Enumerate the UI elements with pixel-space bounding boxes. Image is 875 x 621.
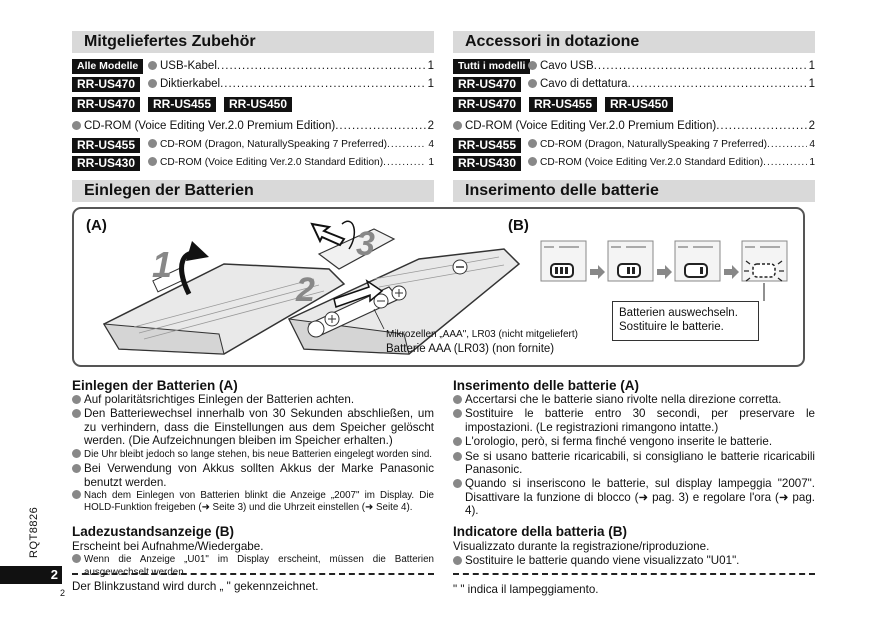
battery-indicator-sequence (541, 241, 787, 301)
it-tag-rr-us455: RR-US455 (453, 138, 521, 153)
it-tag-rr-us430: RR-US430 (453, 156, 521, 171)
bullet-icon (528, 79, 537, 88)
page-number: 2 (50, 567, 58, 582)
bullet-icon (72, 554, 81, 563)
replace-text-de: Batterien auswechseln. (619, 307, 738, 319)
de-tag-rr-us430: RR-US430 (72, 156, 140, 171)
it-insert-bullets: Accertarsi che le batterie siano rivolte nella direzione corretta. Sostituire le batterie entro 30 secondi, per preservare le impostazioni. (Le registrazioni rimangono intatte.) L'orologio, però, si ferma finché vengono inserite le batterie. Se si usano batterie ricaricabili, si consigliano le batterie ricaricabili Panasonic. Quando si inseriscono le batterie, sul display lampeggia "2007". Disattivare la funzione di blocco (➜ pag. 3) e regolare l'ora (➜ pag. 4). (453, 393, 815, 519)
it-indicator-title: Indicatore della batteria (B) (453, 524, 628, 539)
it-accessories-header: Accessori in dotazione (453, 31, 815, 53)
it-insert-title: Inserimento delle batterie (A) (453, 378, 640, 393)
de-divider (72, 573, 434, 575)
step-3-label: 3 (356, 225, 375, 263)
bullet-icon (453, 395, 462, 404)
it-indicator-line1: Visualizzato durante la registrazione/riproduzione. (453, 540, 710, 553)
de-indicator-line1: Erscheint bei Aufnahme/Wiedergabe. (72, 540, 264, 553)
it-tag-rr-us470: RR-US470 (453, 77, 521, 92)
battery-illustration-box (72, 207, 805, 367)
bullet-icon (453, 409, 462, 418)
it-dict-line: Cavo di dettatura ..... 1 (528, 77, 815, 91)
de-indicator-text: Erscheint bei Aufnahme/Wiedergabe. Wenn die Anzeige „U01" im Display erscheint, müssen die Batterien ausgewechselt werden. (72, 540, 434, 578)
page-number-small: 2 (60, 588, 66, 598)
it-cdrom2-line: CD-ROM (Dragon, NaturallySpeaking 7 Preferred) ..... 4 (528, 138, 815, 152)
step-2-label: 2 (296, 271, 315, 309)
de-insert-title: Einlegen der Batterien (A) (72, 378, 238, 393)
figure-label-a: (A) (86, 217, 107, 234)
de-blink-note: Der Blinkzustand wird durch „ " gekennzeichnet. (72, 580, 319, 593)
bullet-icon (453, 556, 462, 565)
bullet-icon (148, 79, 157, 88)
bullet-icon (72, 409, 81, 418)
bullet-icon (453, 437, 462, 446)
de-cdrom1-line: CD-ROM (Voice Editing Ver.2.0 Premium Edition) ..... 2 (72, 119, 434, 133)
it-cdrom3-line: CD-ROM (Voice Editing Ver.2.0 Standard Edition) ..... 1 (528, 156, 815, 170)
page-number-tab (0, 566, 62, 584)
bullet-icon (528, 139, 537, 148)
bullet-icon (453, 121, 462, 130)
it-divider (453, 573, 815, 575)
de-tag-rr-us470: RR-US470 (72, 77, 140, 92)
bullet-icon (453, 452, 462, 461)
battery-insertion-figure (74, 209, 803, 365)
it-tag-all-models: Tutti i modelli (453, 59, 530, 74)
de-tag-b: RR-US455 (148, 97, 216, 112)
replace-text-it: Sostituire le batterie. (619, 321, 724, 333)
bullet-icon (148, 157, 157, 166)
bullet-icon (528, 61, 537, 70)
de-insert-bullets: Auf polaritätsrichtiges Einlegen der Batterien achten. Den Batteriewechsel innerhalb von 30 Sekunden abschließen, um zu verhindern, dass die Einstellungen aus dem Speicher gelöscht werden. (Die Aufzeichnungen bleiben im Speicher erhalten.) Die Uhr bleibt jedoch so lange stehen, bis neue Batterien eingelegt worden sind. Bei Verwendung von Akkus sollten Akkus der Marke Panasonic benutzt werden. Nach dem Einlegen von Batterien blinkt die Anzeige „2007" im Display. Die HOLD-Funktion freigeben (➜ Seite 3) und die Uhrzeit einstellen (➜ Seite 4). (72, 393, 434, 516)
step-1-label: 1 (152, 244, 173, 285)
battery-caption-de: Mikrozellen „AAA", LR03 (nicht mitgeliefert) (386, 329, 578, 340)
it-blink-note: " " indica il lampeggiamento. (453, 583, 599, 596)
de-dict-line: Diktierkabel ..... 1 (148, 77, 434, 91)
document-code: RQT8826 (28, 506, 40, 558)
de-indicator-title: Ladezustandsanzeige (B) (72, 524, 235, 539)
it-battery-header: Inserimento delle batterie (453, 180, 815, 202)
de-usb-line: USB-Kabel ..... 1 (148, 59, 434, 73)
bullet-icon (72, 464, 81, 473)
bullet-icon (148, 139, 157, 148)
battery-caption-it: Batterie AAA (LR03) (non fornite) (386, 343, 555, 355)
de-tag-all-models: Alle Modelle (72, 59, 143, 74)
it-usb-line: Cavo USB ..... 1 (528, 59, 815, 73)
bullet-icon (528, 157, 537, 166)
it-cdrom1-line: CD-ROM (Voice Editing Ver.2.0 Premium Edition) ..... 2 (453, 119, 815, 133)
bullet-icon (148, 61, 157, 70)
it-indicator-text: Visualizzato durante la registrazione/riproduzione. Sostituire le batterie quando viene visualizzato "U01". (453, 540, 815, 569)
bullet-icon (72, 395, 81, 404)
de-tag-c: RR-US450 (224, 97, 292, 112)
de-battery-header: Einlegen der Batterien (72, 180, 434, 202)
de-cdrom2-line: CD-ROM (Dragon, NaturallySpeaking 7 Preferred) ..... 4 (148, 138, 434, 152)
bullet-icon (453, 479, 462, 488)
de-cdrom3-line: CD-ROM (Voice Editing Ver.2.0 Standard Edition) ..... 1 (148, 156, 434, 170)
de-tag-a: RR-US470 (72, 97, 140, 112)
de-tag-rr-us455: RR-US455 (72, 138, 140, 153)
figure-label-b: (B) (508, 217, 529, 234)
bullet-icon (72, 449, 81, 458)
de-accessories-header: Mitgeliefertes Zubehör (72, 31, 434, 53)
it-tag-c: RR-US450 (605, 97, 673, 112)
bullet-icon (72, 121, 81, 130)
it-tag-b: RR-US455 (529, 97, 597, 112)
bullet-icon (72, 490, 81, 499)
replace-battery-callout (612, 301, 759, 341)
it-tag-a: RR-US470 (453, 97, 521, 112)
